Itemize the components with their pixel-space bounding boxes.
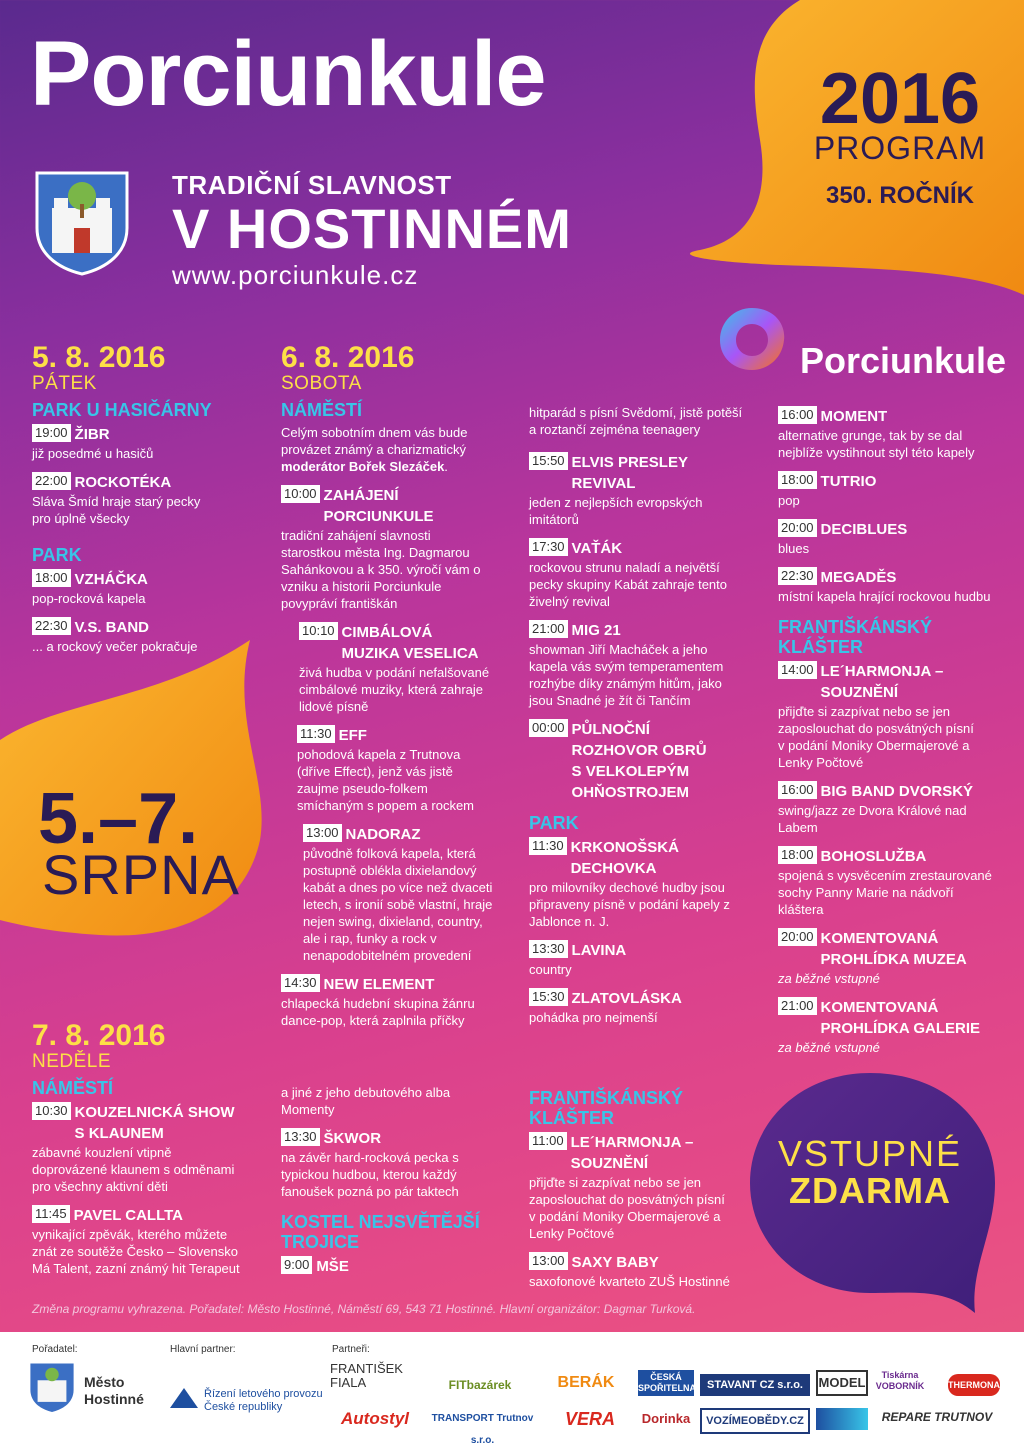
place-heading: NÁMĚSTÍ (281, 400, 362, 420)
event (281, 622, 496, 715)
event-name: CIMBÁLOVÁ MUZIKA VESELICA (341, 624, 479, 662)
porciunkule-logo-icon (714, 304, 790, 374)
event-desc: pohodová kapela z Trutnova (dříve Effect), jenž vás jistě zaujme pseudo-folkem smíchaným s popem a rockem (297, 747, 475, 813)
organizer-label: Pořadatel: (32, 1344, 78, 1355)
event-time: 14:30 (281, 974, 320, 992)
event-name: ELVIS PRESLEY REVIVAL (571, 454, 688, 492)
event-time: 13:00 (529, 1252, 568, 1270)
event-name: MŠE (316, 1258, 349, 1275)
event-time: 20:00 (778, 928, 817, 946)
event (529, 837, 744, 930)
event-time: 20:00 (778, 519, 817, 537)
event-time: 14:00 (778, 661, 817, 679)
day3-weekday: NEDĚLE (32, 1051, 112, 1072)
event-time: 10:10 (299, 622, 338, 640)
event-time: 13:30 (529, 940, 568, 958)
event-name: TUTRIO (820, 473, 877, 490)
organizer-name1: Město (84, 1374, 125, 1390)
event-name: KOMENTOVANÁ PROHLÍDKA GALERIE (820, 999, 980, 1037)
event-time: 10:00 (281, 485, 320, 503)
event-desc: Sláva Šmíd hraje starý pecky pro úplně všecky (32, 494, 201, 526)
event-name: ZLATOVLÁSKA (571, 990, 682, 1007)
event (529, 452, 744, 528)
town-crest-icon (32, 168, 132, 276)
event-desc: showman Jiří Macháček a jeho kapela vás svým temperamentem rozhýbe díky známým hitům, jako jsou Snadné je žít či Tančím (529, 642, 724, 708)
event-name: NEW ELEMENT (323, 976, 435, 993)
event-name: PŮLNOČNÍ ROZHOVOR OBRŮ S VELKOLEPÝM OHŇOSTROJEM (571, 721, 707, 801)
event-time: 15:30 (529, 988, 568, 1006)
badge-year: 2016 (819, 59, 981, 139)
main-partner-line2: České republiky (204, 1401, 283, 1413)
event-time: 21:00 (529, 620, 568, 638)
event-name: V.S. BAND (74, 619, 150, 636)
event-name: LAVINA (571, 942, 627, 959)
event (32, 424, 252, 462)
event-desc: přijďte si zazpívat nebo se jen zaposlouchat do posvátných písní v podání Moniky Obermajerové a Lenky Počtové (778, 704, 974, 770)
day2-column-continued (529, 404, 744, 1036)
free-entry-line2: ZDARMA (789, 1170, 951, 1211)
event-desc: vynikající zpěvák, kterého můžete znát ze soutěže Česko – Slovensko Má Talent, zazní známý hit Terapeut (32, 1227, 240, 1276)
place-heading: PARK U HASIČÁRNY (32, 400, 212, 420)
sponsor-autostyl: Autostyl (341, 1409, 409, 1428)
event-desc: alternative grunge, tak by se dal nejblíže vystihnout styl této kapely (778, 428, 975, 460)
event (778, 519, 998, 557)
event-desc-continued: hitparád s písní Svědomí, jistě potěší a roztančí zejména teenagery (529, 405, 743, 437)
event-time: 15:50 (529, 452, 568, 470)
event (778, 406, 998, 461)
event (281, 974, 496, 1029)
event (778, 846, 998, 918)
event (778, 471, 998, 509)
logo-wordmark: Porciunkule (800, 340, 1007, 381)
event-time: 13:30 (281, 1128, 320, 1146)
event-desc: tradiční zahájení slavnosti starostkou města Ing. Dagmarou Sahánkovou a k 350. výročí vám o vzniku a historii Porciunkule povypráví františkán (281, 528, 481, 611)
event-name: MEGADĚS (820, 569, 897, 586)
intro-text: Celým sobotním dnem vás bude provázet známý a charizmatický (281, 425, 468, 457)
sponsor-vera: VERA (564, 1409, 615, 1429)
day2-weekday: SOBOTA (281, 373, 362, 394)
place-heading: NÁMĚSTÍ (32, 1078, 113, 1098)
sponsor-vozimeobedy: VOZÍMEOBĚDY.CZ (700, 1408, 810, 1434)
subtitle-big: V HOSTINNÉM (172, 197, 572, 260)
sponsor-fitbazarek: FITbazárek (448, 1378, 512, 1392)
day2-column (281, 342, 496, 1039)
event-name: KOMENTOVANÁ PROHLÍDKA MUZEA (820, 930, 967, 968)
event-name: VAŤÁK (571, 540, 623, 557)
event-desc: ... a rockový večer pokračuje (32, 639, 198, 654)
event-name: KRKONOŠSKÁ DECHOVKA (570, 839, 679, 877)
event (778, 661, 998, 771)
event-desc: saxofonové kvarteto ZUŠ Hostinné (529, 1274, 730, 1289)
event-time: 18:00 (32, 569, 71, 587)
day2-column-evening (778, 406, 998, 1066)
event (778, 567, 998, 605)
badge-program: PROGRAM (813, 130, 987, 166)
day3-date: 7. 8. 2016 (32, 1019, 166, 1052)
event (281, 725, 496, 814)
place-heading: PARK (32, 545, 82, 565)
event (32, 1102, 262, 1195)
event-time: 22:00 (32, 472, 71, 490)
footer-note: Změna programu vyhrazena. Pořadatel: Město Hostinné, Náměstí 69, 543 71 Hostinné. Hlavní organizátor: Dagmar Turková. (32, 1302, 696, 1316)
event-time: 21:00 (778, 997, 817, 1015)
event-time: 17:30 (529, 538, 568, 556)
event-desc: zábavné kouzlení vtipně doprovázené klaunem s odměnami pro všechny aktivní děti (32, 1145, 235, 1194)
day1-column (32, 342, 252, 665)
event-desc: přijďte si zazpívat nebo se jen zaposlouchat do posvátných písní v podání Moniky Obermajerové a Lenky Počtové (529, 1175, 725, 1241)
place-heading: KOSTEL NEJSVĚTĚJŠÍ TROJICE (281, 1212, 480, 1252)
day3-column (32, 1020, 262, 1287)
sponsor-image-icon (816, 1408, 868, 1430)
event (529, 940, 744, 978)
day3-column-continued (281, 1084, 496, 1287)
event-desc: pop (778, 493, 800, 508)
event-name: LE´HARMONJA – SOUZNĚNÍ (570, 1134, 694, 1172)
day2-date: 6. 8. 2016 (281, 341, 415, 374)
event-desc: místní kapela hrající rockovou hudbu (778, 589, 991, 604)
event-desc: rockovou strunu naladí a největší pecky skupiny Kabát zahraje tento živelný revival (529, 560, 728, 609)
event-time: 16:00 (778, 406, 817, 424)
event-name: KOUZELNICKÁ SHOW S KLAUNEM (74, 1104, 235, 1142)
event-name: ZAHÁJENÍ PORCIUNKULE (323, 487, 434, 525)
event-name: ŠKWOR (323, 1130, 382, 1147)
sponsor-frantisek-fiala: FRANTIŠEK FIALA (330, 1361, 403, 1390)
intro-end: . (444, 459, 448, 474)
event-desc: pop-rocková kapela (32, 591, 146, 606)
event (778, 928, 998, 987)
day1-weekday: PÁTEK (32, 373, 97, 394)
event (778, 997, 998, 1056)
sponsor-vobornik: Tiskárna VOBORNÍK (875, 1370, 925, 1391)
sponsor-repare-trutnov: REPARE TRUTNOV (881, 1410, 993, 1424)
event-desc: pohádka pro nejmenší (529, 1010, 658, 1025)
event-desc: již posedmé u hasičů (32, 446, 154, 461)
event-name: BOHOSLUŽBA (820, 848, 927, 865)
place-heading: PARK (529, 813, 579, 833)
sponsor-stavant: STAVANT CZ s.r.o. (700, 1374, 810, 1396)
event (529, 719, 744, 803)
event-time: 11:30 (297, 725, 335, 743)
sponsor-model: MODEL (816, 1370, 868, 1396)
event (281, 1128, 496, 1200)
rlp-logo-icon (170, 1388, 198, 1408)
place-heading: FRANTIŠKÁNSKÝ KLÁŠTER (778, 617, 933, 657)
event (778, 781, 998, 836)
main-partner-label: Hlavní partner: (170, 1344, 236, 1355)
event-time: 18:00 (778, 471, 817, 489)
event (32, 1205, 262, 1277)
event-desc: živá hudba v podání nefalšované cimbálové muziky, která zahraje lidové písně (299, 665, 490, 714)
sponsor-ceska-sporitelna: ČESKÁ SPOŘITELNA (638, 1370, 694, 1396)
event-name: PAVEL CALLTA (73, 1207, 184, 1224)
event-time: 22:30 (32, 617, 71, 635)
day2-intro (281, 424, 496, 475)
event-name: BIG BAND DVORSKÝ (820, 783, 974, 800)
event-time: 16:00 (778, 781, 817, 799)
event-desc: country (529, 962, 572, 977)
event (281, 824, 496, 964)
badge-edition: 350. ROČNÍK (825, 182, 975, 209)
sponsor-dorinka: Dorinka (641, 1411, 691, 1426)
event-time: 11:45 (32, 1205, 70, 1223)
event-desc: za běžné vstupné (778, 1040, 880, 1055)
day3-klaster-column (529, 1084, 744, 1300)
event-time: 18:00 (778, 846, 817, 864)
page-title: Porciunkule (30, 23, 546, 125)
event-desc-continued: a jiné z jeho debutového alba Momenty (281, 1085, 451, 1117)
sponsor-thermona: THERMONA (948, 1374, 1000, 1396)
event-desc: pro milovníky dechové hudby jsou připraveny písně v podání kapely z Jablonce n. J. (529, 880, 730, 929)
event-name: ŽIBR (74, 426, 110, 443)
event (32, 472, 252, 527)
event-time: 9:00 (281, 1256, 312, 1274)
event-desc: spojená s vysvěcením zrestaurované sochy Panny Marie na nádvoří kláštera (778, 868, 992, 917)
festival-month: SRPNA (42, 843, 240, 906)
event-name: DECIBLUES (820, 521, 908, 538)
event-name: SAXY BABY (571, 1254, 659, 1271)
event (281, 485, 496, 612)
event-desc: na závěr hard-rocková pecka s typickou hudbou, kterou každý fanoušek pozná po pár taktech (281, 1150, 459, 1199)
organizer-name2: Hostinné (84, 1391, 144, 1407)
sponsor-berak: BERÁK (557, 1374, 615, 1391)
town-crest-icon (28, 1360, 76, 1414)
event-name: VZHÁČKA (74, 571, 148, 588)
partners-label: Partneři: (332, 1344, 370, 1355)
event-name: ROCKOTÉKA (74, 474, 172, 491)
moderator-name: moderátor Bořek Slezáček (281, 459, 445, 474)
subtitle-small: TRADIČNÍ SLAVNOST (172, 170, 452, 200)
event (529, 1252, 744, 1290)
place-heading: FRANTIŠKÁNSKÝ KLÁŠTER (529, 1088, 684, 1128)
sponsor-transport-trutnov: TRANSPORT Trutnov s.r.o. (431, 1413, 534, 1446)
day1-date: 5. 8. 2016 (32, 341, 166, 374)
sponsors-footer (0, 1332, 1024, 1448)
event-time: 13:00 (303, 824, 342, 842)
festival-dates: 5.–7. (38, 779, 199, 859)
event (529, 538, 744, 610)
free-entry-line1: VSTUPNÉ (777, 1133, 963, 1174)
event (281, 1256, 496, 1277)
event (529, 1132, 744, 1242)
event-time: 11:00 (529, 1132, 567, 1150)
event (529, 620, 744, 709)
event-time: 11:30 (529, 837, 567, 855)
event-time: 00:00 (529, 719, 568, 737)
event-time: 10:30 (32, 1102, 71, 1120)
event-desc: swing/jazz ze Dvora Králové nad Labem (778, 803, 967, 835)
event-time: 22:30 (778, 567, 817, 585)
main-partner-line1: Řízení letového provozu (204, 1388, 323, 1400)
event-name: LE´HARMONJA – SOUZNĚNÍ (820, 663, 944, 701)
event-name: MOMENT (820, 408, 888, 425)
event (32, 617, 252, 655)
event-name: MIG 21 (571, 622, 621, 639)
event (529, 988, 744, 1026)
event-desc: jeden z nejlepších evropských imitátorů (529, 495, 703, 527)
event-name: EFF (338, 727, 367, 744)
event (32, 569, 252, 607)
event-desc: za běžné vstupné (778, 971, 880, 986)
event-desc: původně folková kapela, která postupně oblékla dixielandový kabát a dnes po více než dvaceti letech, s ironií sobě vlastní, hraje nejen swing, dixieland, country, ale i rap, funky a rock v nenapodobitelném provedení (303, 846, 493, 963)
event-time: 19:00 (32, 424, 71, 442)
event-desc: chlapecká hudební skupina žánru dance-pop, která zaplnila příčky (281, 996, 475, 1028)
event-name: NADORAZ (345, 826, 421, 843)
event-desc: blues (778, 541, 810, 556)
website-url[interactable]: www.porciunkule.cz (172, 260, 419, 290)
